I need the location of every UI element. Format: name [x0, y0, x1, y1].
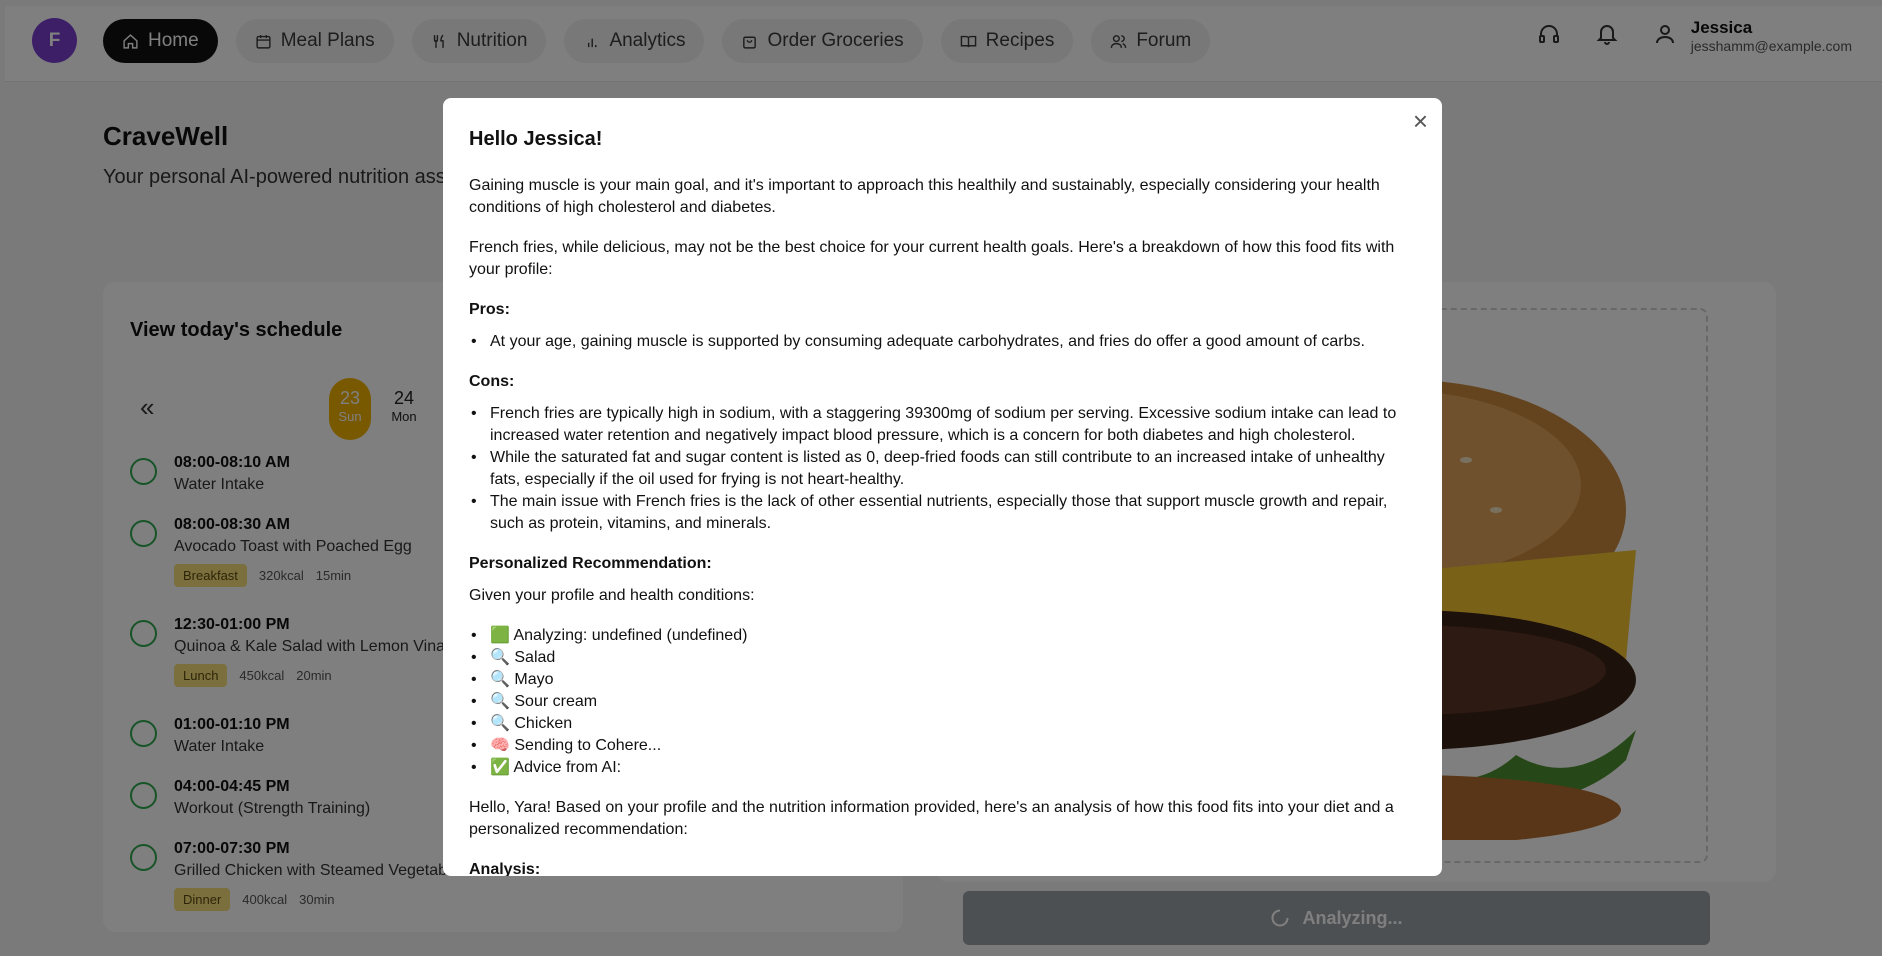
cons-heading: Cons:: [469, 373, 515, 390]
list-item: • 🔍 Chicken: [469, 713, 1419, 735]
close-button[interactable]: ×: [1412, 106, 1428, 136]
recommendation-intro: Given your profile and health conditions:: [469, 587, 755, 604]
list-item: • 🔍 Salad: [469, 647, 1419, 669]
modal-body: [469, 128, 1419, 876]
list-item: • 🧠 Sending to Cohere...: [469, 735, 1419, 757]
list-item: • 🔍 Mayo: [469, 669, 1419, 691]
intro-text: Gaining muscle is your main goal, and it's important to approach this healthily and sustainably, especially considering your health conditions of high cholesterol and diabetes.: [469, 177, 1380, 216]
pros-list: [469, 331, 1419, 353]
analysis-heading: Analysis:: [469, 861, 541, 876]
list-item: • The main issue with French fries is the lack of other essential nutrients, especially those that support muscle growth and repair, such as protein, vitamins, and minerals.: [469, 491, 1419, 535]
list-item: • ✅ Advice from AI:: [469, 757, 1419, 779]
fries-text: French fries, while delicious, may not be the best choice for your current health goals. Here's a breakdown of how this food fits with your profile:: [469, 239, 1395, 278]
pros-heading: Pros:: [469, 301, 510, 318]
list-item: • French fries are typically high in sodium, with a staggering 39300mg of sodium per serving. Excessive sodium intake can lead to increased water retention and negatively impact blood pressure, which is a concern for both diabetes and high cholesterol.: [469, 403, 1419, 447]
cons-list: [469, 403, 1419, 535]
list-item: • 🟩 Analyzing: undefined (undefined): [469, 625, 1419, 647]
list-item: • 🔍 Sour cream: [469, 691, 1419, 713]
advice-modal: [443, 98, 1442, 876]
ai-advice-text: Hello, Yara! Based on your profile and the nutrition information provided, here's an analysis of how this food fits into your diet and a personalized recommendation:: [469, 799, 1394, 838]
modal-title: Hello Jessica!: [469, 128, 603, 150]
analysis-steps: [469, 625, 1419, 779]
list-item: • While the saturated fat and sugar content is listed as 0, deep-fried foods can still contribute to an increased intake of unhealthy fats, especially if the oil used for frying is not heart-healthy.: [469, 447, 1419, 491]
list-item: • At your age, gaining muscle is supported by consuming adequate carbohydrates, and fries do offer a good amount of carbs.: [469, 331, 1419, 353]
recommendation-heading: Personalized Recommendation:: [469, 555, 712, 572]
